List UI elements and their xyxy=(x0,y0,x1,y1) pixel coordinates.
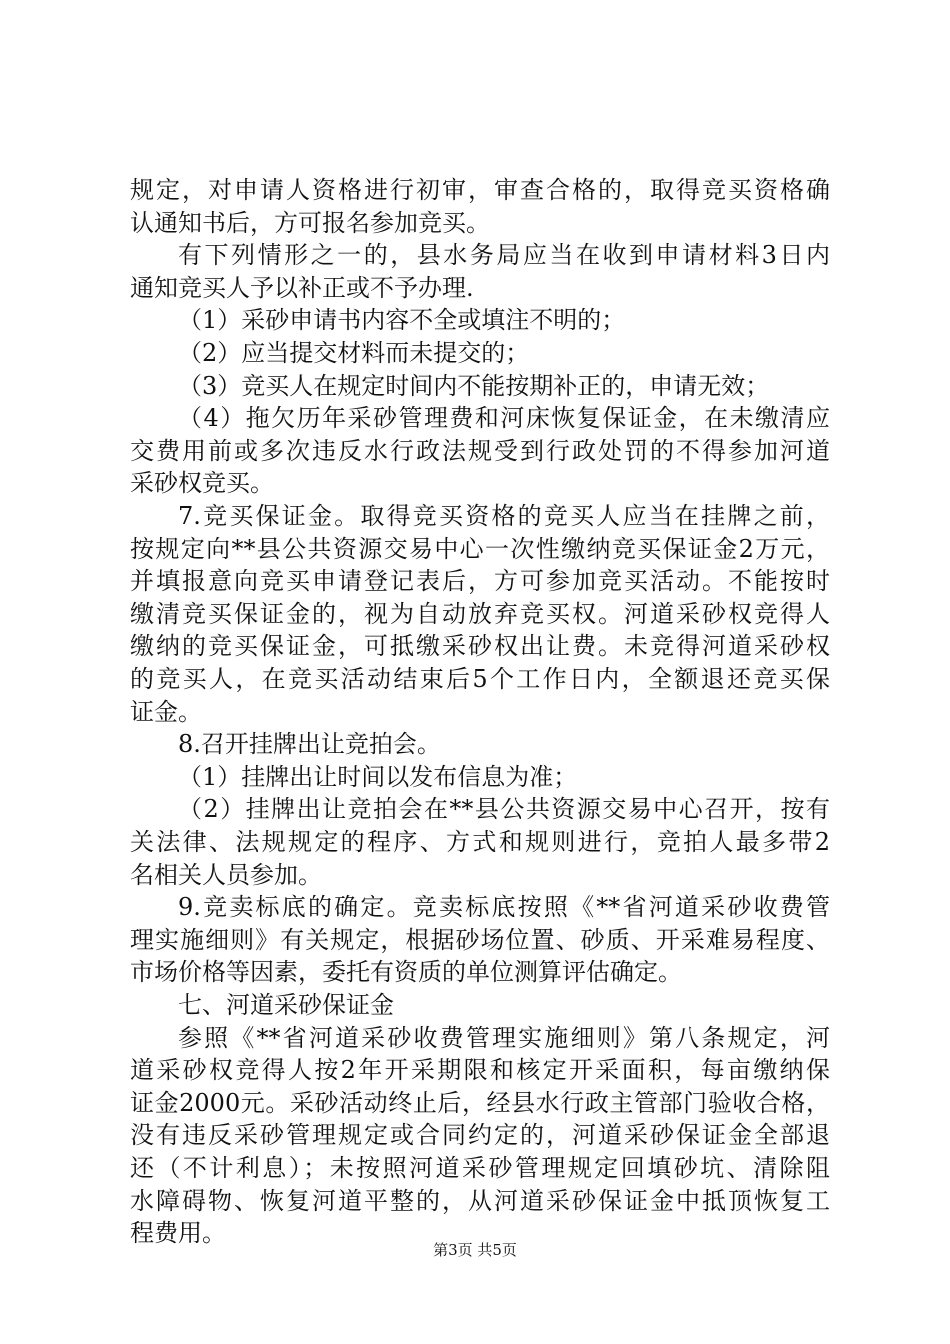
text-line: 9.竞卖标底的确定。竞卖标底按照《**省河道采砂收费管 xyxy=(178,893,830,922)
text-line: 证金。 xyxy=(130,697,202,726)
text-line: 证金2000元。采砂活动终止后，经县水行政主管部门验收合格， xyxy=(130,1088,830,1117)
text-line: 没有违反采砂管理规定或合同约定的，河道采砂保证金全部退 xyxy=(130,1121,830,1150)
text-line: 并填报意向竞买申请登记表后，方可参加竞买活动。不能按时 xyxy=(130,567,830,596)
text-line: （1）采砂申请书内容不全或填注不明的； xyxy=(178,306,626,335)
text-line: 7.竞买保证金。取得竞买资格的竞买人应当在挂牌之前， xyxy=(178,502,830,530)
text-line: 交费用前或多次违反水行政法规受到行政处罚的不得参加河道 xyxy=(130,436,830,465)
text-line: 水障碍物、恢复河道平整的，从河道采砂保证金中抵顶恢复工 xyxy=(130,1186,830,1215)
text-line: 规定，对申请人资格进行初审，审查合格的，取得竞买资格确 xyxy=(130,176,830,204)
text-line: 通知竞买人予以补正或不予办理. xyxy=(130,273,474,302)
text-line: 参照《**省河道采砂收费管理实施细则》第八条规定，河 xyxy=(178,1023,830,1052)
text-line: 缴清竞买保证金的，视为自动放弃竞买权。河道采砂权竞得人 xyxy=(130,599,830,628)
text-line: 关法律、法规规定的程序、方式和规则进行，竞拍人最多带2 xyxy=(130,828,830,856)
text-line: 8.召开挂牌出让竞拍会。 xyxy=(178,730,441,759)
text-line: 缴纳的竞买保证金，可抵缴采砂权出让费。未竞得河道采砂权 xyxy=(130,632,830,661)
text-line: 理实施细则》有关规定，根据砂场位置、砂质、开采难易程度、 xyxy=(130,925,830,954)
text-line: 采砂权竞买。 xyxy=(130,469,274,498)
text-line: 按规定向**县公共资源交易中心一次性缴纳竞买保证金2万元， xyxy=(130,534,830,563)
text-line: 程费用。 xyxy=(130,1219,226,1248)
text-line: 市场价格等因素，委托有资质的单位测算评估确定。 xyxy=(130,958,682,987)
text-line: 的竞买人，在竞买活动结束后5个工作日内，全额退还竞买保 xyxy=(130,665,830,693)
text-line: （4）拖欠历年采砂管理费和河床恢复保证金，在未缴清应 xyxy=(178,404,830,433)
text-line: 还（不计利息）；未按照河道采砂管理规定回填砂坑、清除阻 xyxy=(130,1154,830,1182)
text-line: （1）挂牌出让时间以发布信息为准； xyxy=(178,762,578,791)
page-footer: 第3页 共5页 xyxy=(433,1241,517,1259)
text-line: 名相关人员参加。 xyxy=(130,860,322,889)
text-line: （2）应当提交材料而未提交的； xyxy=(178,339,530,367)
text-line: （2）挂牌出让竞拍会在**县公共资源交易中心召开，按有 xyxy=(178,795,830,824)
text-line: 七、河道采砂保证金 xyxy=(178,991,394,1019)
text-line: 道采砂权竞得人按2年开采期限和核定开采面积，每亩缴纳保 xyxy=(130,1056,830,1085)
text-line: 认通知书后，方可报名参加竞买。 xyxy=(130,208,490,237)
text-line: （3）竞买人在规定时间内不能按期补正的，申请无效； xyxy=(178,371,770,400)
text-line: 有下列情形之一的，县水务局应当在收到申请材料3日内 xyxy=(178,241,830,270)
